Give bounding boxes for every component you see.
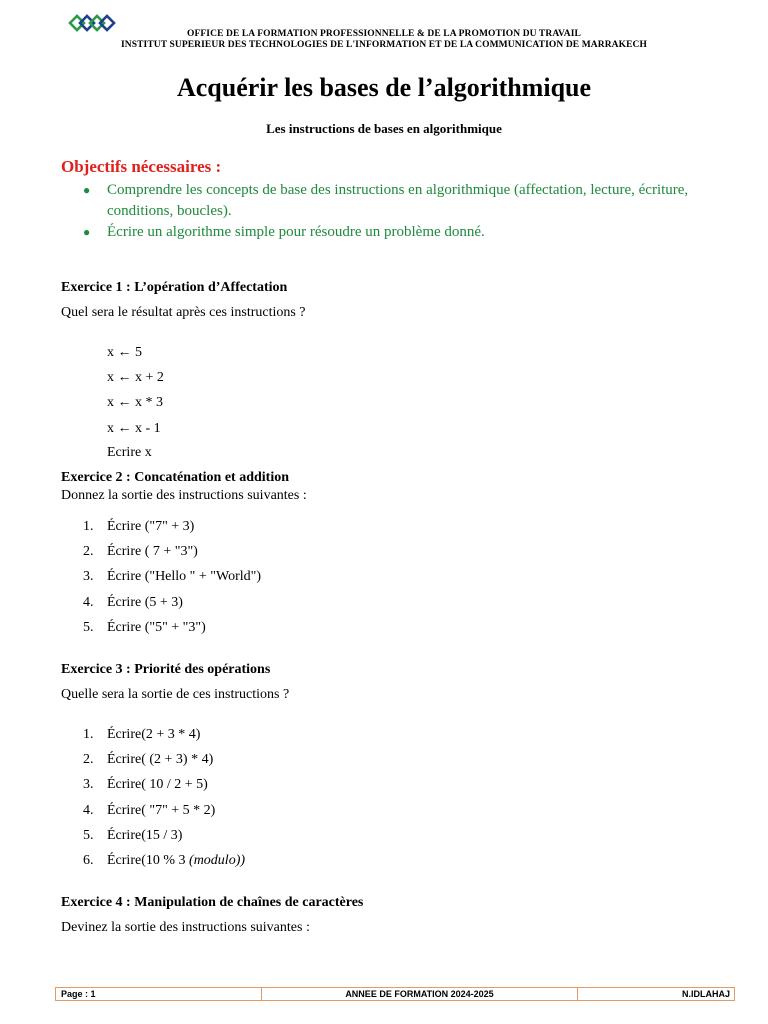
list-item: 2. Écrire( (2 + 3) * 4) bbox=[83, 752, 214, 768]
list-item: 4. Écrire( "7" + 5 * 2) bbox=[83, 802, 216, 818]
objective-item: ● Écrire un algorithme simple pour résoudre un problème donné. bbox=[61, 222, 711, 243]
code-line: x ← x + 2 bbox=[107, 370, 164, 385]
list-item: 2. Écrire ( 7 + "3") bbox=[83, 544, 198, 560]
exercise-3-list bbox=[61, 727, 245, 878]
code-line: Ecrire x bbox=[107, 445, 152, 460]
code-line: x ← 5 bbox=[107, 345, 142, 360]
exercise-2-heading: Exercice 2 : Concaténation et addition bbox=[61, 470, 289, 485]
exercise-1-prompt: Quel sera le résultat après ces instructions ? bbox=[61, 305, 306, 320]
training-year: ANNEE DE FORMATION 2024-2025 bbox=[262, 988, 578, 1000]
institute-name: INSTITUT SUPERIEUR DES TECHNOLOGIES DE L'INFORMATION ET DE LA COMMUNICATION DE MARRAKECH bbox=[120, 40, 648, 50]
list-item: 5. Écrire ("5" + "3") bbox=[83, 619, 206, 635]
page-number: Page : 1 bbox=[56, 988, 262, 1000]
page-footer bbox=[55, 987, 735, 1001]
objectives-list bbox=[61, 180, 711, 243]
organization-name: OFFICE DE LA FORMATION PROFESSIONNELLE & DE LA PROMOTION DU TRAVAIL bbox=[187, 29, 581, 39]
exercise-3-prompt: Quelle sera la sortie de ces instructions ? bbox=[61, 687, 290, 702]
list-item: 4. Écrire (5 + 3) bbox=[83, 594, 183, 610]
exercise-4-prompt: Devinez la sortie des instructions suivantes : bbox=[61, 920, 310, 935]
objectives-heading: Objectifs nécessaires : bbox=[61, 157, 222, 176]
code-line: x ← x - 1 bbox=[107, 421, 161, 436]
document-title: Acquérir les bases de l’algorithmique bbox=[176, 73, 592, 102]
exercise-2-prompt: Donnez la sortie des instructions suivantes : bbox=[61, 488, 307, 503]
list-item: 5. Écrire(15 / 3) bbox=[83, 827, 183, 843]
list-item: 3. Écrire( 10 / 2 + 5) bbox=[83, 777, 208, 793]
list-item: 1. Écrire ("7" + 3) bbox=[83, 519, 195, 534]
author-name: N.IDLAHAJ bbox=[681, 989, 730, 999]
list-item: 3. Écrire ("Hello " + "World") bbox=[83, 569, 262, 585]
list-item: 6. Écrire(10 % 3 (modulo)) bbox=[83, 852, 246, 868]
list-item: 1. Écrire(2 + 3 * 4) bbox=[83, 727, 201, 742]
exercise-2-list bbox=[61, 519, 261, 645]
exercise-3-heading: Exercice 3 : Priorité des opérations bbox=[61, 662, 271, 677]
exercise-1-heading: Exercice 1 : L’opération d’Affectation bbox=[61, 280, 288, 295]
modulo-note: (modulo)) bbox=[189, 852, 246, 868]
exercise-4-heading: Exercice 4 : Manipulation de chaînes de caractères bbox=[61, 895, 364, 910]
code-line: x ← x * 3 bbox=[107, 395, 163, 410]
objective-item: ● Comprendre les concepts de base des instructions en algorithmique (affectation, lecture, écriture, conditions, boucles). bbox=[61, 180, 711, 222]
document-subtitle: Les instructions de bases en algorithmique bbox=[266, 121, 502, 136]
